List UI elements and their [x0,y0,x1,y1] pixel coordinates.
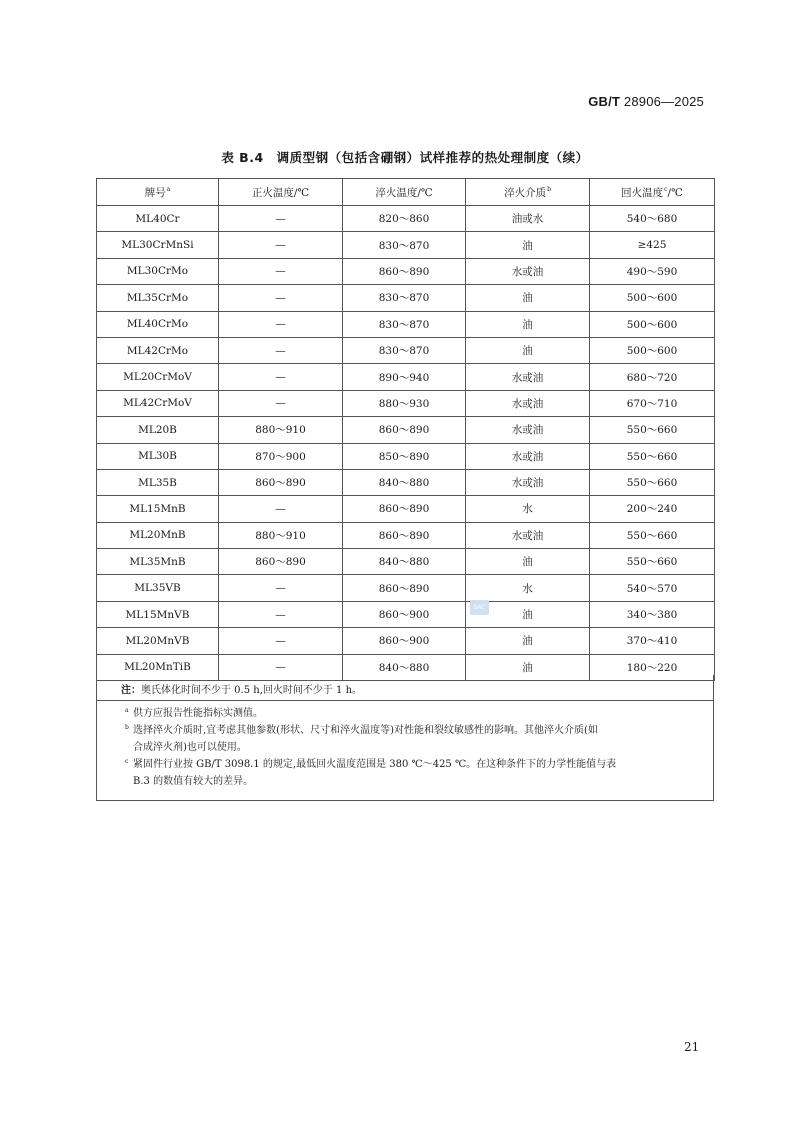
footnote-text: 选择淬火介质时,宜考虑其他参数(形状、尺寸和淬火温度等)对性能和裂纹敏感性的影响。其他淬火介质(如 [133,725,598,736]
cell-grade: ML15MnVB [97,601,219,627]
footnote-text: 供方应报告性能指标实测值。 [133,708,263,719]
cell-quenching-medium: 油 [466,601,590,627]
note-label: 注： [121,685,141,696]
cell-normalizing-temp: — [219,232,343,258]
cell-normalizing-temp: — [219,496,343,522]
cell-normalizing-temp: — [219,206,343,232]
cell-tempering-temp: 550～660 [590,522,715,548]
cell-quenching-temp: 860～900 [343,628,466,654]
cell-quenching-temp: 860～890 [343,258,466,284]
table-row [97,390,715,416]
cell-grade: ML40Cr [97,206,219,232]
cell-tempering-temp: 540～570 [590,575,715,601]
table-row [97,443,715,469]
footnote-line [125,722,703,739]
cell-tempering-temp: 670～710 [590,390,715,416]
table-caption: 表 B.4 调质型钢（包括含硼钢）试样推荐的热处理制度（续） [221,150,589,165]
cell-normalizing-temp: 870～900 [219,443,343,469]
cell-quenching-medium: 水或油 [466,390,590,416]
heat-treatment-table [96,178,715,681]
cell-quenching-temp: 820～860 [343,206,466,232]
cell-tempering-temp: 500～600 [590,285,715,311]
table-row [97,496,715,522]
cell-quenching-temp: 830～870 [343,232,466,258]
cell-grade: ML30CrMnSi [97,232,219,258]
column-header-quenching-temp: 淬火温度/℃ [343,179,466,206]
table-row [97,522,715,548]
cell-tempering-temp: 500～600 [590,311,715,337]
cell-tempering-temp: 370～410 [590,628,715,654]
cell-normalizing-temp: — [219,575,343,601]
footnote-line [125,705,703,722]
cell-quenching-medium: 油 [466,337,590,363]
cell-normalizing-temp: 880～910 [219,522,343,548]
cell-grade: ML35VB [97,575,219,601]
table-row [97,549,715,575]
cell-tempering-temp: 500～600 [590,337,715,363]
cell-quenching-medium: 油 [466,549,590,575]
column-header-tempering-temp: 回火温度$^c$/℃ [590,179,715,206]
cell-normalizing-temp: 860～890 [219,549,343,575]
general-note [97,675,713,701]
cell-normalizing-temp: — [219,285,343,311]
cell-normalizing-temp: — [219,654,343,680]
cell-grade: ML42CrMo [97,337,219,363]
cell-quenching-medium: 水或油 [466,364,590,390]
cell-quenching-temp: 860～890 [343,496,466,522]
cell-quenching-temp: 830～870 [343,311,466,337]
cell-quenching-temp: 840～880 [343,469,466,495]
cell-grade: ML30B [97,443,219,469]
table-row [97,258,715,284]
cell-grade: ML30CrMo [97,258,219,284]
standard-number [588,94,704,109]
footnote-line [125,739,703,756]
column-header-normalizing-temp: 正火温度/℃ [219,179,343,206]
cell-tempering-temp: 550～660 [590,417,715,443]
cell-quenching-medium: 水 [466,575,590,601]
cell-normalizing-temp: — [219,364,343,390]
cell-tempering-temp: 490～590 [590,258,715,284]
cell-normalizing-temp: — [219,628,343,654]
table-row [97,232,715,258]
column-header-quenching-medium: 淬火介质$^b$ [466,179,590,206]
cell-quenching-temp: 860～890 [343,575,466,601]
footnote-marker: c [125,758,129,765]
cell-normalizing-temp: 860～890 [219,469,343,495]
cell-tempering-temp: 550～660 [590,469,715,495]
cell-tempering-temp: 550～660 [590,443,715,469]
cell-grade: ML20MnTiB [97,654,219,680]
cell-quenching-temp: 880～930 [343,390,466,416]
table-notes [96,675,714,801]
table-row [97,469,715,495]
footnote-marker: a [125,707,129,714]
cell-quenching-temp: 840～880 [343,549,466,575]
table-row [97,206,715,232]
page-number: 21 [684,1040,700,1054]
cell-quenching-medium: 水 [466,496,590,522]
footnote-marker: b [125,724,129,731]
cell-tempering-temp: 680～720 [590,364,715,390]
cell-quenching-medium: 水或油 [466,469,590,495]
note-text: 奥氏体化时间不少于 0.5 h,回火时间不少于 1 h。 [141,685,363,696]
cell-grade: ML40CrMo [97,311,219,337]
table-row [97,364,715,390]
cell-quenching-temp: 830～870 [343,337,466,363]
table-row [97,601,715,627]
cell-grade: ML15MnB [97,496,219,522]
cell-quenching-temp: 860～890 [343,522,466,548]
cell-tempering-temp: 550～660 [590,549,715,575]
cell-quenching-medium: 油 [466,654,590,680]
cell-tempering-temp: 340～380 [590,601,715,627]
table-row [97,628,715,654]
cell-tempering-temp: 200～240 [590,496,715,522]
table-row [97,575,715,601]
cell-grade: ML20MnB [97,522,219,548]
footnote-line [125,773,703,790]
standard-code: 28906—2025 [623,94,704,109]
cell-grade: ML20B [97,417,219,443]
cell-quenching-temp: 860～900 [343,601,466,627]
footnote-text: 合成淬火剂)也可以使用。 [133,742,247,753]
cell-grade: ML42CrMoV [97,390,219,416]
cell-normalizing-temp: — [219,258,343,284]
cell-quenching-temp: 840～880 [343,654,466,680]
cell-normalizing-temp: 880～910 [219,417,343,443]
cell-grade: ML35B [97,469,219,495]
cell-tempering-temp: ≥425 [590,232,715,258]
cell-grade: ML20CrMoV [97,364,219,390]
footnote-text: 紧固件行业按 GB/T 3098.1 的规定,最低回火温度范围是 380 ℃～425 ℃。在这种条件下的力学性能值与表 [133,759,617,770]
cell-quenching-medium: 油 [466,285,590,311]
cell-quenching-medium: 水或油 [466,258,590,284]
table-row [97,337,715,363]
table-row [97,285,715,311]
cell-grade: ML20MnVB [97,628,219,654]
footnote-line [125,756,703,773]
cell-grade: ML35CrMo [97,285,219,311]
cell-normalizing-temp: — [219,337,343,363]
footnotes [97,701,713,790]
cell-quenching-medium: 水或油 [466,443,590,469]
cell-tempering-temp: 180～220 [590,654,715,680]
cell-normalizing-temp: — [219,390,343,416]
cell-quenching-medium: 油或水 [466,206,590,232]
cell-grade: ML35MnB [97,549,219,575]
cell-quenching-medium: 油 [466,628,590,654]
cell-quenching-temp: 830～870 [343,285,466,311]
column-header-grade: 牌号$^a$ [97,179,219,206]
cell-quenching-temp: 890～940 [343,364,466,390]
cell-quenching-medium: 油 [466,232,590,258]
table-row [97,417,715,443]
cell-quenching-temp: 860～890 [343,417,466,443]
table-row [97,311,715,337]
table-header-row [97,179,715,206]
cell-quenching-medium: 水或油 [466,522,590,548]
cell-tempering-temp: 540～680 [590,206,715,232]
cell-normalizing-temp: — [219,601,343,627]
footnote-text: B.3 的数值有较大的差异。 [133,776,254,787]
standard-prefix: GB/T [588,94,621,109]
cell-quenching-medium: 水或油 [466,417,590,443]
sac-watermark-logo: SAC [470,600,489,615]
cell-quenching-temp: 850～890 [343,443,466,469]
cell-normalizing-temp: — [219,311,343,337]
cell-quenching-medium: 油 [466,311,590,337]
